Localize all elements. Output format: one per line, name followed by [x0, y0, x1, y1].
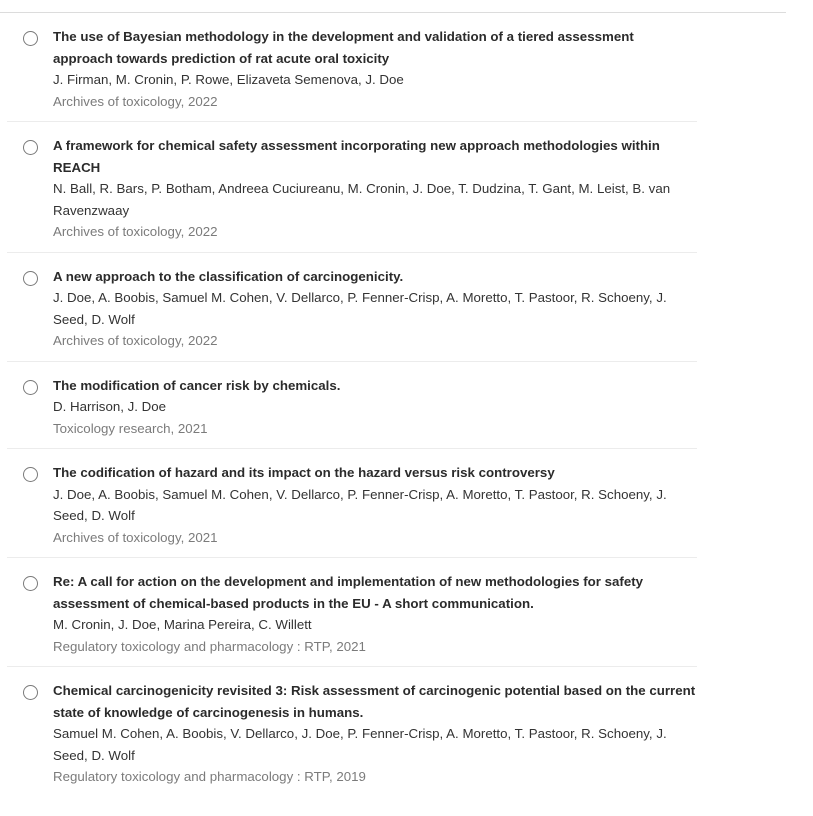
publication-item	[7, 13, 697, 122]
select-radio[interactable]	[23, 685, 38, 700]
publication-venue: Archives of toxicology, 2022	[53, 93, 218, 109]
publication-title: The codification of hazard and its impact on the hazard versus risk controversy	[53, 465, 555, 480]
publication-list	[7, 13, 697, 797]
publication-authors: M. Cronin, J. Doe, Marina Pereira, C. Willett	[53, 617, 312, 632]
select-radio[interactable]	[23, 380, 38, 395]
select-radio[interactable]	[23, 31, 38, 46]
publication-venue: Archives of toxicology, 2022	[53, 224, 218, 239]
publication-item	[7, 253, 697, 362]
select-radio[interactable]	[23, 576, 38, 591]
publication-title: A new approach to the classification of carcinogenicity.	[53, 268, 404, 284]
publication-venue: Regulatory toxicology and pharmacology : RTP, 2021	[53, 638, 366, 654]
publication-authors: J. Doe, A. Boobis, Samuel M. Cohen, V. Dellarco, P. Fenner-Crisp, A. Moretto, T. Pastoor, R. Schoeny, J. Seed, D. Wolf	[53, 290, 667, 327]
publication-authors: J. Firman, M. Cronin, P. Rowe, Elizaveta Semenova, J. Doe	[53, 72, 404, 87]
publication-venue: Regulatory toxicology and pharmacology : RTP, 2019	[53, 769, 366, 784]
publication-title: Chemical carcinogenicity revisited 3: Risk assessment of carcinogenic potential based on the current state of knowledge of carcinogenesis in humans.	[53, 683, 696, 720]
publication-item	[7, 558, 697, 667]
publication-authors: J. Doe, A. Boobis, Samuel M. Cohen, V. Dellarco, P. Fenner-Crisp, A. Moretto, T. Pastoor, R. Schoeny, J. Seed, D. Wolf	[53, 486, 667, 523]
publication-authors: D. Harrison, J. Doe	[53, 399, 167, 414]
select-radio[interactable]	[23, 467, 38, 482]
publication-title: The modification of cancer risk by chemicals.	[53, 377, 341, 393]
publication-title: The use of Bayesian methodology in the development and validation of a tiered assessment approach towards prediction of rat acute oral toxicity	[53, 29, 634, 66]
publication-venue: Archives of toxicology, 2021	[53, 529, 218, 545]
publication-venue: Toxicology research, 2021	[53, 420, 208, 436]
publication-authors: Samuel M. Cohen, A. Boobis, V. Dellarco, J. Doe, P. Fenner-Crisp, A. Moretto, T. Pastoor, R. Schoeny, J. Seed, D. Wolf	[53, 726, 667, 763]
publication-title: A framework for chemical safety assessment incorporating new approach methodologies within REACH	[53, 138, 660, 175]
publication-item	[7, 667, 697, 797]
publication-title: Re: A call for action on the development and implementation of new methodologies for safety assessment of chemical-based products in the EU - A short communication.	[53, 574, 644, 611]
publication-authors: N. Ball, R. Bars, P. Botham, Andreea Cuciureanu, M. Cronin, J. Doe, T. Dudzina, T. Gant, M. Leist, B. van Ravenzwaay	[53, 181, 671, 218]
select-radio[interactable]	[23, 271, 38, 286]
publication-venue: Archives of toxicology, 2022	[53, 333, 218, 348]
publication-item	[7, 362, 697, 450]
select-radio[interactable]	[23, 140, 38, 155]
publication-item	[7, 122, 697, 253]
publication-item	[7, 449, 697, 558]
